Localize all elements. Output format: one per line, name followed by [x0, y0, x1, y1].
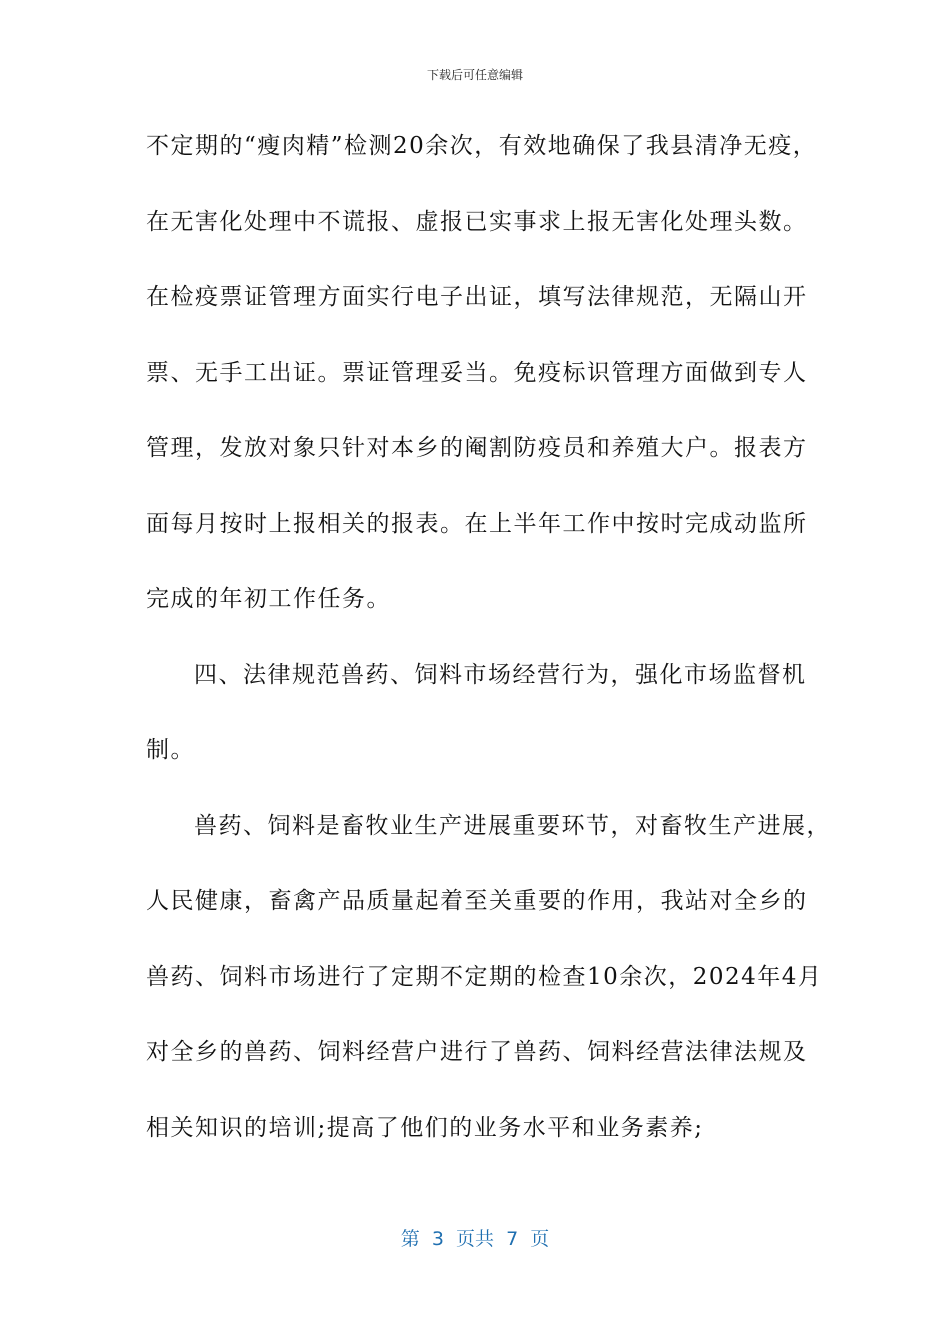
text-line-6: 面每月按时上报相关的报表。在上半年工作中按时完成动监所: [146, 510, 808, 537]
text-line-12: 兽药、饲料市场进行了定期不定期的检查10余次，2024年4月: [146, 963, 823, 990]
text-line-13: 对全乡的兽药、饲料经营户进行了兽药、饲料经营法律法规及: [146, 1039, 808, 1065]
text-line-11: 人民健康，畜禽产品质量起着至关重要的作用，我站对全乡的: [146, 888, 808, 914]
text-line-3: 在检疫票证管理方面实行电子出证，填写法律规范，无隔山开: [146, 284, 808, 310]
text-line-2: 在无害化处理中不谎报、虚报已实事求上报无害化处理头数。: [146, 208, 808, 235]
page-number-footer: 第 3 页共 7 页: [400, 1228, 550, 1250]
text-line-7: 完成的年初工作任务。: [146, 586, 391, 612]
text-line-5: 管理，发放对象只针对本乡的阉割防疫员和养殖大户。报表方: [146, 435, 808, 461]
text-line-14: 相关知识的培训;提高了他们的业务水平和业务素养;: [146, 1114, 704, 1141]
document-body: [146, 127, 831, 1184]
page-header: 下载后可任意编辑: [426, 68, 523, 82]
paragraph-start: 兽药、饲料是畜牧业生产进展重要环节，对畜牧生产进展，: [194, 812, 831, 839]
section-heading-4: 四、法律规范兽药、饲料市场经营行为，强化市场监督机: [194, 661, 807, 688]
text-line-1: 不定期的“瘦肉精”检测20余次，有效地确保了我县清净无疫，: [146, 133, 818, 159]
text-line-4: 票、无手工出证。票证管理妥当。免疫标识管理方面做到专人: [146, 359, 808, 386]
section-heading-4-cont: 制。: [146, 737, 195, 763]
